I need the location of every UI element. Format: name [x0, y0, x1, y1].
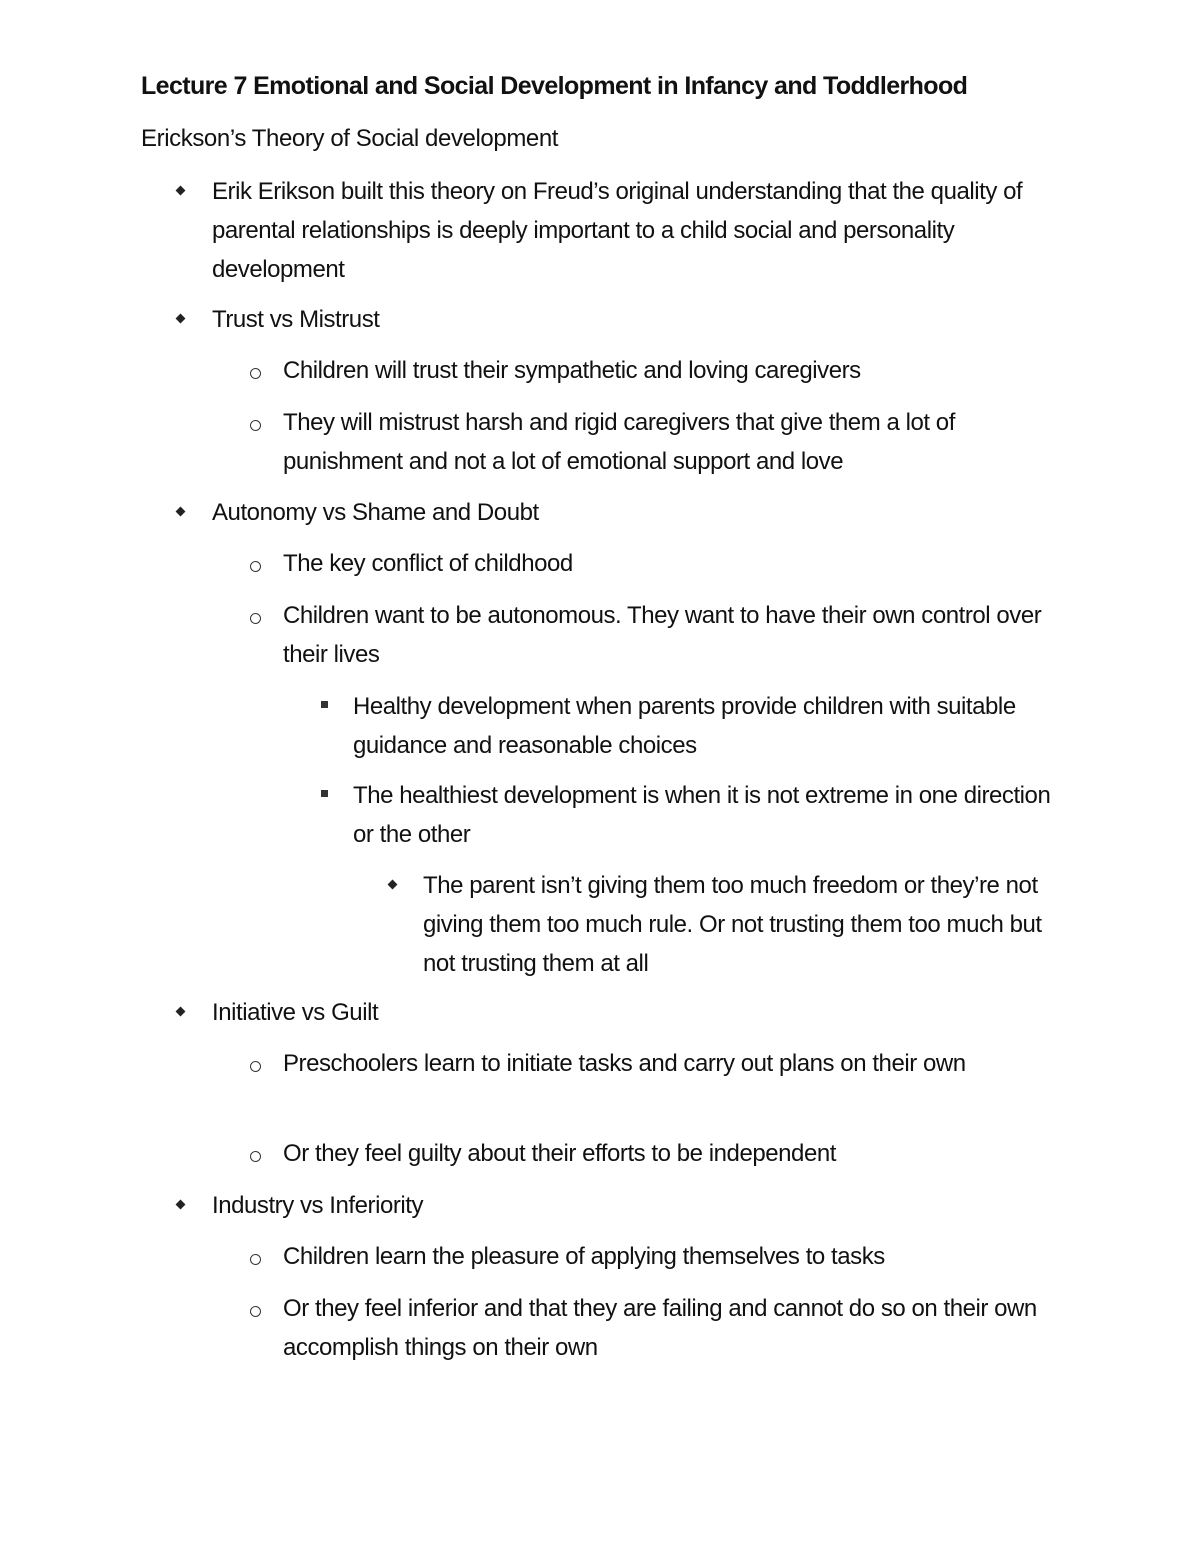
list-item-text: Preschoolers learn to initiate tasks and carry out plans on their own [283, 1050, 966, 1077]
circle-bullet-icon [250, 1306, 261, 1317]
list-item-text: Children want to be autonomous. They want to have their own control over their lives [283, 602, 1042, 668]
list-item-text: The healthiest development is when it is not extreme in one direction or the other [353, 782, 1051, 848]
list-item [283, 403, 1073, 481]
list-item-text: Initiative vs Guilt [212, 999, 379, 1026]
circle-bullet-icon [250, 1151, 261, 1162]
list-item [212, 993, 1072, 1032]
list-item-text: Or they feel guilty about their efforts to be independent [283, 1140, 836, 1167]
diamond-bullet-icon [176, 186, 186, 196]
square-bullet-icon [321, 701, 328, 708]
circle-bullet-icon [250, 368, 261, 379]
list-item-text: The parent isn’t giving them too much freedom or they’re not giving them too much rule. Or not trusting them too much but not trusting them at all [423, 872, 1042, 977]
list-item-text: Children learn the pleasure of applying themselves to tasks [283, 1243, 885, 1270]
list-item-text: Industry vs Inferiority [212, 1192, 424, 1219]
circle-bullet-icon [250, 561, 261, 572]
diamond-bullet-icon [176, 1007, 186, 1017]
circle-bullet-icon [250, 1254, 261, 1265]
list-item [212, 172, 1072, 289]
list-item [353, 687, 1073, 765]
square-bullet-icon [321, 790, 328, 797]
list-item-text: Erik Erikson built this theory on Freud’s original understanding that the quality of parental relationships is deeply important to a child social and personality development [212, 178, 1023, 283]
list-item-text: Autonomy vs Shame and Doubt [212, 499, 539, 526]
page-title: Lecture 7 Emotional and Social Development in Infancy and Toddlerhood [141, 72, 968, 100]
list-item [212, 300, 1072, 339]
section-heading: Erickson’s Theory of Social development [141, 125, 559, 152]
list-item-text: Children will trust their sympathetic and loving caregivers [283, 357, 861, 384]
circle-bullet-icon [250, 1061, 261, 1072]
list-item [283, 1044, 1073, 1083]
list-item [423, 866, 1073, 983]
diamond-bullet-icon [388, 880, 398, 890]
list-item-text: Trust vs Mistrust [212, 306, 380, 333]
diamond-bullet-icon [176, 314, 186, 324]
list-item [283, 1134, 1073, 1173]
list-item [283, 1237, 1073, 1276]
list-item [212, 1186, 1072, 1225]
list-item-text: Healthy development when parents provide children with suitable guidance and reasonable choices [353, 693, 1016, 759]
diamond-bullet-icon [176, 1200, 186, 1210]
list-item-text: The key conflict of childhood [283, 550, 573, 577]
circle-bullet-icon [250, 613, 261, 624]
list-item-text: They will mistrust harsh and rigid caregivers that give them a lot of punishment and not a lot of emotional support and love [283, 409, 955, 475]
list-item [283, 596, 1073, 674]
list-item [283, 351, 1073, 390]
list-item [212, 493, 1072, 532]
diamond-bullet-icon [176, 507, 186, 517]
list-item [353, 776, 1073, 854]
list-item [283, 544, 1073, 583]
list-item [283, 1289, 1073, 1367]
list-item-text: Or they feel inferior and that they are failing and cannot do so on their own accomplish things on their own [283, 1295, 1037, 1361]
circle-bullet-icon [250, 420, 261, 431]
